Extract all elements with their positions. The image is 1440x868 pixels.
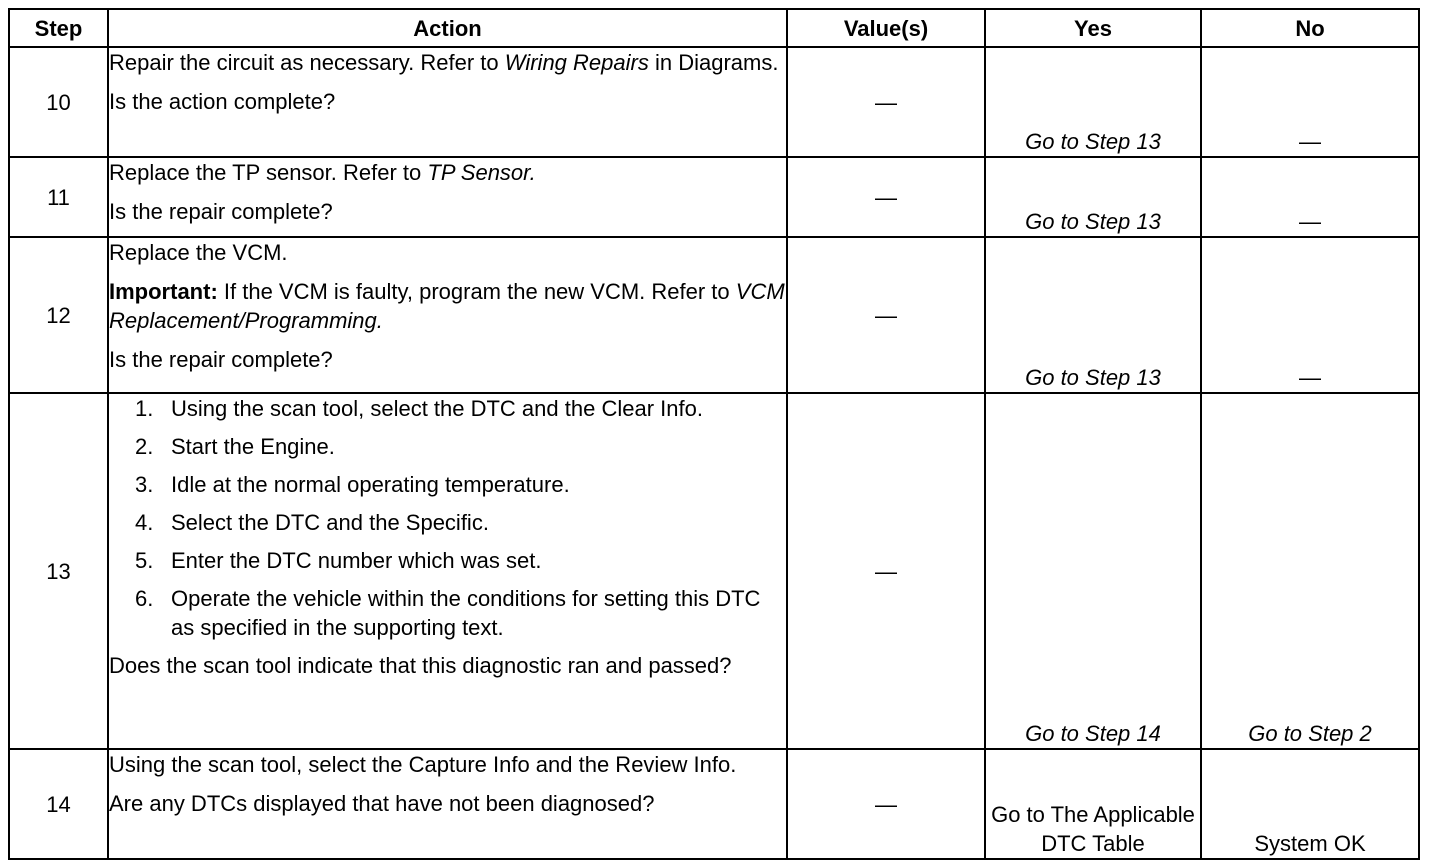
value-cell: — [787, 157, 985, 237]
table-row [9, 237, 1419, 393]
value-cell: — [787, 47, 985, 157]
action-cell [108, 47, 787, 157]
action-question: Is the action complete? [109, 89, 336, 114]
yes-cell [985, 157, 1201, 237]
action-instruction: Replace the VCM. [109, 240, 288, 265]
action-cell [108, 237, 787, 393]
yes-result: Go to Step 13 [1025, 209, 1161, 234]
no-result: Go to Step 2 [1248, 721, 1372, 746]
header-action: Action [108, 9, 787, 47]
yes-result: Go to Step 13 [1025, 129, 1161, 154]
action-question: Are any DTCs displayed that have not been diagnosed? [109, 791, 655, 816]
list-item: 2. Start the Engine. [135, 434, 335, 459]
no-cell [1201, 237, 1419, 393]
yes-result: Go to Step 14 [1025, 721, 1161, 746]
list-item: 3. Idle at the normal operating temperature. [135, 472, 570, 497]
table-row [9, 393, 1419, 749]
action-cell [108, 749, 787, 859]
step-number: 13 [9, 393, 108, 749]
list-item: 6. Operate the vehicle within the conditions for setting this DTC as specified in the supporting text. [135, 586, 761, 640]
value-cell: — [787, 237, 985, 393]
action-instruction: Replace the TP sensor. Refer to TP Sensor. [109, 160, 536, 185]
no-result: — [1299, 365, 1321, 390]
no-result: — [1299, 209, 1321, 234]
yes-cell [985, 749, 1201, 859]
step-number: 14 [9, 749, 108, 859]
reference-link: TP Sensor. [427, 160, 536, 185]
header-step: Step [9, 9, 108, 47]
header-row [9, 9, 1419, 47]
important-label: Important: [109, 279, 218, 304]
yes-cell [985, 393, 1201, 749]
action-instruction: Repair the circuit as necessary. Refer to Wiring Repairs in Diagrams. [109, 50, 779, 75]
table-row [9, 47, 1419, 157]
list-item: 5. Enter the DTC number which was set. [135, 548, 542, 573]
header-no: No [1201, 9, 1419, 47]
yes-result: Go to Step 13 [1025, 365, 1161, 390]
action-instruction: Using the scan tool, select the Capture Info and the Review Info. [109, 752, 737, 777]
action-question: Does the scan tool indicate that this diagnostic ran and passed? [109, 653, 732, 678]
procedure-list [109, 394, 786, 642]
action-question: Is the repair complete? [109, 199, 333, 224]
no-cell [1201, 749, 1419, 859]
action-cell [108, 157, 787, 237]
step-number: 12 [9, 237, 108, 393]
step-number: 10 [9, 47, 108, 157]
step-number: 11 [9, 157, 108, 237]
header-values: Value(s) [787, 9, 985, 47]
action-question: Is the repair complete? [109, 347, 333, 372]
reference-link: Wiring Repairs [504, 50, 649, 75]
no-cell [1201, 393, 1419, 749]
reference-link: VCM Replacement/Programming. [109, 279, 785, 333]
yes-result: Go to The Applicable DTC Table [991, 802, 1195, 856]
header-yes: Yes [985, 9, 1201, 47]
value-cell: — [787, 749, 985, 859]
no-result: System OK [1254, 831, 1366, 856]
diagnostic-table [8, 8, 1420, 860]
no-cell [1201, 157, 1419, 237]
yes-cell [985, 47, 1201, 157]
table-row [9, 749, 1419, 859]
list-item: 4. Select the DTC and the Specific. [135, 510, 489, 535]
yes-cell [985, 237, 1201, 393]
action-cell [108, 393, 787, 749]
table-row [9, 157, 1419, 237]
value-cell: — [787, 393, 985, 749]
no-cell [1201, 47, 1419, 157]
no-result: — [1299, 129, 1321, 154]
list-item: 1. Using the scan tool, select the DTC and the Clear Info. [135, 396, 703, 421]
important-note: Important: If the VCM is faulty, program the new VCM. Refer to VCM Replacement/Programming. [109, 279, 785, 333]
